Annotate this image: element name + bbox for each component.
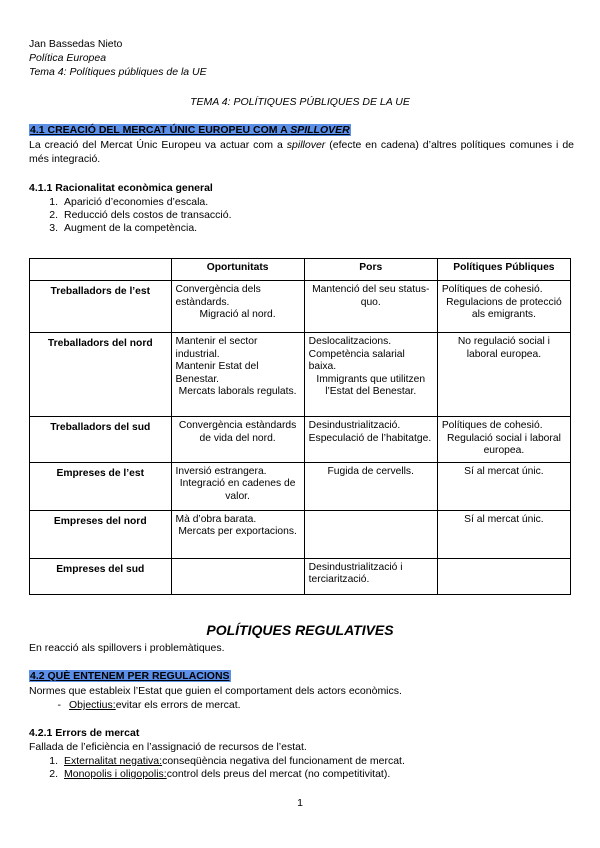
table-cell: No regulació social i laboral europea. [437, 333, 570, 417]
table-cell: Convergència estàndards de vida del nord. [171, 417, 304, 463]
table-cell: Inversió estrangera. Integració en cadenes de valor. [171, 462, 304, 510]
table-cell: Sí al mercat únic. [437, 462, 570, 510]
list-item: 3. Augment de la competència. [49, 222, 198, 234]
section-4-2-1-paragraph: Fallada de l’eficiència en l’assignació de recursos de l’estat. [29, 741, 307, 753]
section-4-1-heading: 4.1 CREACIÓ DEL MERCAT ÚNIC EUROPEU COM A SPILLOVER [30, 124, 350, 136]
table-cell: Desindustrialització. Especulació de l’habitatge. [304, 417, 437, 463]
table-row [30, 333, 571, 417]
page-number: 1 [297, 797, 303, 809]
regulatives-intro: En reacció als spillovers i problemàtiques. [29, 642, 225, 654]
table-row [30, 281, 571, 333]
table-header-cell: Pors [304, 259, 437, 281]
section-4-2-1-heading: 4.2.1 Errors de mercat [29, 727, 140, 739]
author-name: Jan Bassedas Nieto [29, 38, 123, 50]
table-cell-empty [304, 510, 437, 558]
section-4-1-1-heading: 4.1.1 Racionalitat econòmica general [29, 182, 213, 194]
row-label: Empreses de l’est [30, 462, 172, 510]
table-cell-empty [437, 558, 570, 594]
section-4-2-heading: 4.2 QUÈ ENTENEM PER REGULACIONS [30, 670, 230, 682]
list-item: 1. Externalitat negativa: conseqüència negativa del funcionament de mercat. [49, 755, 405, 767]
table-row [30, 462, 571, 510]
course-name: Política Europea [29, 52, 107, 64]
list-item: 2. Reducció dels costos de transacció. [49, 209, 232, 221]
table-header-cell: Polítiques Públiques [437, 259, 570, 281]
topic-name: Tema 4: Polítiques públiques de la UE [29, 66, 207, 78]
economics-list [29, 196, 232, 235]
actors-table [29, 258, 571, 595]
table-cell: Mà d’obra barata. Mercats per exportacions. [171, 510, 304, 558]
table-cell: Polítiques de cohesió. Regulació social i laboral europea. [437, 417, 570, 463]
table-cell: Sí al mercat únic. [437, 510, 570, 558]
table-header-row [30, 259, 571, 281]
table-row [30, 510, 571, 558]
regulatives-title: POLÍTIQUES REGULATIVES [206, 622, 394, 638]
section-4-2-paragraph: Normes que estableix l’Estat que guien el comportament dels actors econòmics. [29, 685, 402, 697]
table-row [30, 417, 571, 463]
table-cell: Fugida de cervells. [304, 462, 437, 510]
row-label: Treballadors de l’est [30, 281, 172, 333]
list-item: 2. Monopolis i oligopolis: control dels preus del mercat (no competitivitat). [49, 768, 391, 780]
tema-title: TEMA 4: POLÍTIQUES PÚBLIQUES DE LA UE [190, 96, 410, 108]
table-cell: Desindustrialització i terciarització. [304, 558, 437, 594]
table-cell-empty [171, 558, 304, 594]
table-cell: Convergència dels estàndards. Migració al nord. [171, 281, 304, 333]
row-label: Empreses del sud [30, 558, 172, 594]
table-header-cell [30, 259, 172, 281]
row-label: Treballadors del nord [30, 333, 172, 417]
row-label: Empreses del nord [30, 510, 172, 558]
document-header [29, 37, 207, 79]
objectives-list [29, 699, 241, 712]
table-cell: Deslocalitzacions. Competència salarial baixa. Immigrants que utilitzen l’Estat del Benestar. [304, 333, 437, 417]
list-item: 1. Aparició d’economies d’escala. [49, 196, 209, 208]
table-cell: Polítiques de cohesió. Regulacions de protecció als emigrants. [437, 281, 570, 333]
row-label: Treballadors del sud [30, 417, 172, 463]
table-cell: Mantenir el sector industrial. Mantenir Estat del Benestar. Mercats laborals regulats. [171, 333, 304, 417]
table-row [30, 558, 571, 594]
list-item: - Objectius: evitar els errors de mercat. [57, 699, 241, 711]
section-4-1-paragraph: La creació del Mercat Únic Europeu va actuar com a spillover (efecte en cadena) d’altres polítiques comunes i de més integració. [29, 139, 574, 165]
table-cell: Mantenció del seu status-quo. [304, 281, 437, 333]
market-errors-list [29, 755, 405, 781]
table-header-cell: Oportunitats [171, 259, 304, 281]
